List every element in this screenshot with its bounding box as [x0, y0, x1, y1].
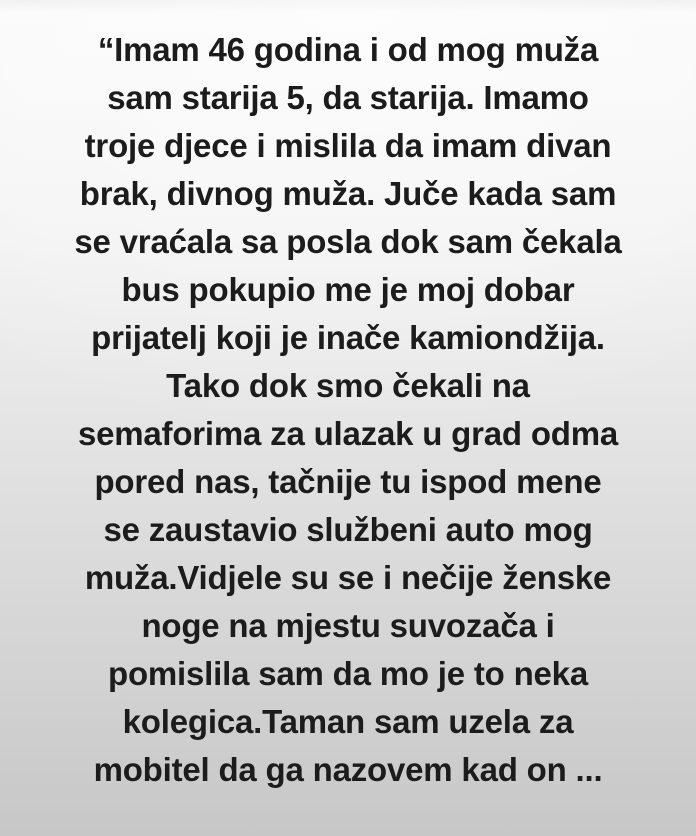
story-line: mobitel da ga nazovem kad on ...: [93, 751, 603, 788]
story-line: bus pokupio me je moj dobar: [121, 271, 575, 308]
story-line: noge na mjestu suvozača i: [141, 607, 555, 644]
story-line: pomislila sam da mo je to neka: [108, 655, 588, 692]
story-line: muža.Vidjele su se i nečije ženske: [84, 559, 612, 596]
story-line: se vraćala sa posla dok sam čekala: [74, 223, 622, 260]
story-line: Tako dok smo čekali na: [166, 367, 530, 404]
story-line: pored nas, tačnije tu ispod mene: [94, 463, 602, 500]
story-line: semaforima za ulazak u grad odma: [77, 415, 619, 452]
story-line: sam starija 5, da starija. Imamo: [107, 79, 589, 116]
story-text: [18, 26, 678, 794]
story-line: se zaustavio službeni auto mog: [103, 511, 593, 548]
story-line: kolegica.Taman sam uzela za: [122, 703, 574, 740]
story-line: brak, divnog muža. Juče kada sam: [79, 175, 617, 212]
story-line: troje djece i mislila da imam divan: [84, 127, 612, 164]
story-line: “Imam 46 godina i od mog muža: [97, 31, 599, 68]
story-line: prijatelj koji je inače kamiondžija.: [91, 319, 605, 356]
